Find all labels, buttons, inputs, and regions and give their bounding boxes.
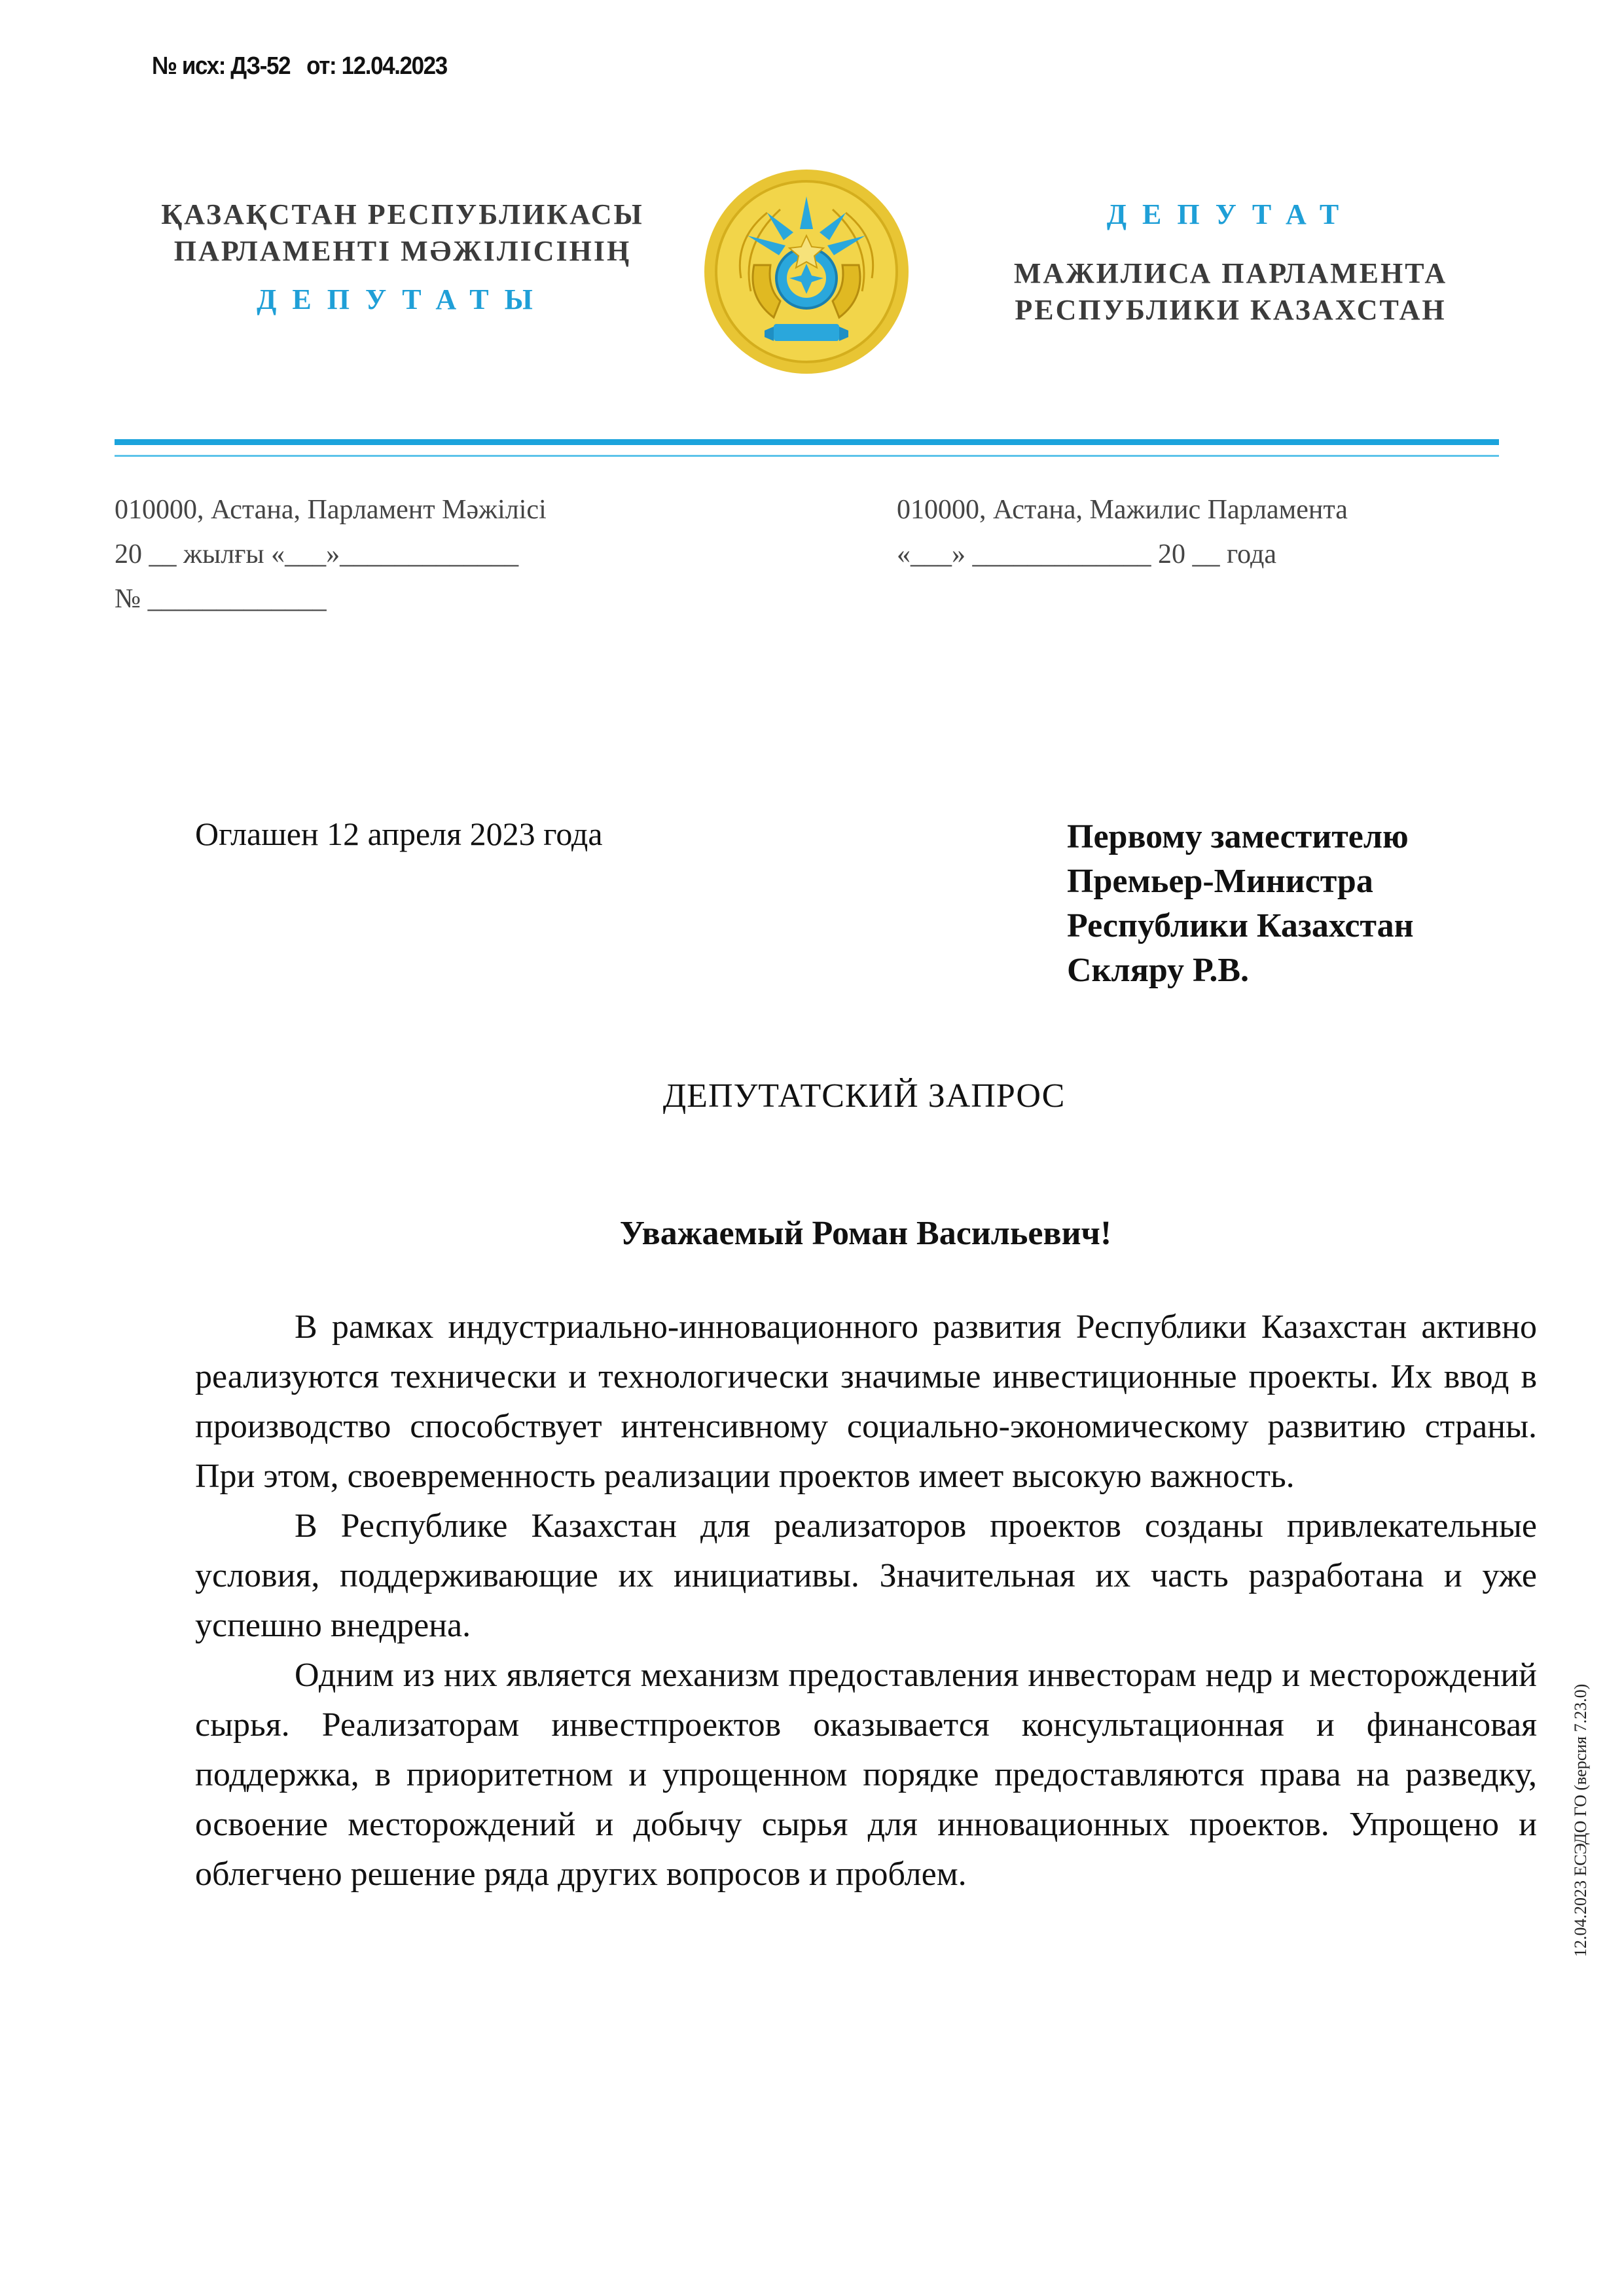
recipient-line: Первому заместителю bbox=[1067, 818, 1409, 855]
edms-side-stamp: 12.04.2023 ЕСЭДО ГО (версия 7.23.0) bbox=[1571, 1683, 1590, 1957]
outgoing-stamp: № исх: ДЗ-52 от: 12.04.2023 bbox=[152, 52, 447, 80]
recipient-line: Премьер-Министра bbox=[1067, 863, 1373, 900]
letterhead-right-line1: МАЖИЛИСА ПАРЛАМЕНТА bbox=[1013, 257, 1448, 289]
letterhead-divider-thick bbox=[115, 439, 1499, 445]
paragraph: В рамках индустриально-инновационного развития Республики Казахстан активно реализуются технически и технологически значимые инвестиционные проекты. Их ввод в производство способствует интенсивному социально-экономическому развитию страны. При этом, своевременность реализации проектов имеет высокую важность. bbox=[195, 1308, 1537, 1495]
letterhead-right bbox=[975, 196, 1486, 329]
recipient-line: Республики Казахстан bbox=[1067, 907, 1414, 944]
letterhead-right-title: ДЕПУТАТ bbox=[1106, 198, 1355, 230]
kazakhstan-state-emblem-icon bbox=[702, 167, 911, 376]
document-title: ДЕПУТАТСКИЙ ЗАПРОС bbox=[662, 1077, 1066, 1115]
letter-body bbox=[195, 1302, 1537, 1899]
letterhead-divider-thin bbox=[115, 455, 1499, 457]
address-kz: 010000, Астана, Парламент Мәжілісі 20 __ жылғы «___»_____________ № _____________ bbox=[115, 495, 547, 614]
salutation: Уважаемый Роман Васильевич! bbox=[619, 1215, 1112, 1252]
paragraph: Одним из них является механизм предоставления инвесторам недр и месторождений сырья. Реализаторам инвестпроектов оказывается консультационная и финансовая поддержка, в приоритетном и упрощенном порядке предоставляются права на разведку, освоение месторождений и добычу сырья для инновационных проектов. Упрощено и облегчено решение ряда других вопросов и проблем. bbox=[195, 1657, 1537, 1893]
letterhead-left-line2: ПАРЛАМЕНТІ МӘЖІЛІСІНІҢ bbox=[173, 235, 632, 267]
announced-date: Оглашен 12 апреля 2023 года bbox=[195, 816, 603, 852]
recipient-block bbox=[1067, 815, 1414, 993]
paragraph: В Республике Казахстан для реализаторов проектов созданы привлекательные условия, поддерживающие их инициативы. Значительная их часть разработана и уже успешно внедрена. bbox=[195, 1507, 1537, 1644]
letterhead-left-title: ДЕПУТАТЫ bbox=[257, 283, 549, 315]
recipient-line: Скляру Р.В. bbox=[1067, 952, 1250, 989]
address-ru: 010000, Астана, Мажилис Парламента «___» _____________ 20 __ года bbox=[897, 495, 1348, 569]
letterhead-left-line1: ҚАЗАҚСТАН РЕСПУБЛИКАСЫ bbox=[161, 198, 644, 230]
letterhead-right-line2: РЕСПУБЛИКИ КАЗАХСТАН bbox=[1015, 294, 1447, 326]
letterhead-left bbox=[151, 196, 655, 318]
